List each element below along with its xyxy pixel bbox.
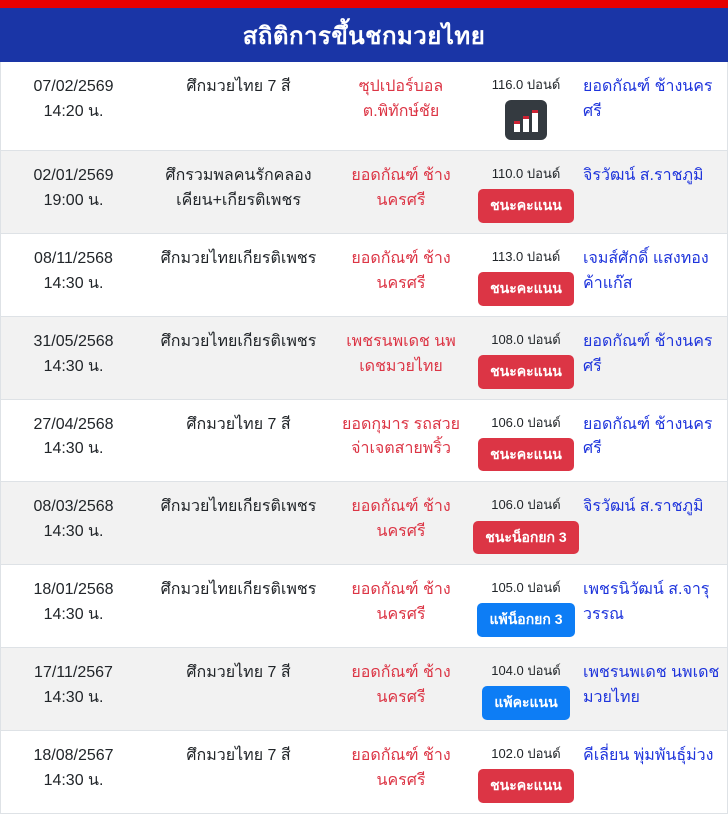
weight-text: 106.0 ปอนด์ [491,497,561,513]
fight-time: 14:30 น. [43,440,104,458]
fighter-link[interactable]: เพชรนพเดช นพเดชมวยไทย [346,332,456,375]
result-badge: ชนะน็อกยก 3 [473,521,578,555]
table-row [1,234,727,317]
fight-date: 17/11/2567 [34,664,113,682]
fighter-link[interactable]: ยอดกัณฑ์ ช้างนครศรี [351,746,451,789]
event-name: ศึกมวยไทย 7 สี [186,78,291,95]
weight-text: 106.0 ปอนด์ [491,414,561,430]
opponent-link[interactable]: ยอดกัณฑ์ ช้างนครศรี [583,415,713,458]
bar-chart-icon[interactable] [505,100,547,140]
table-row [1,731,727,814]
fight-date: 02/01/2569 [33,167,114,185]
fight-date: 18/08/2567 [33,746,114,764]
table-row [1,62,727,151]
event-name: ศึกมวยไทย 7 สี [186,664,291,682]
event-name: ศึกมวยไทยเกียรติเพชร [160,581,317,599]
table-row [1,565,727,648]
fight-time: 14:30 น. [43,688,104,706]
fighter-link[interactable]: ยอดกัณฑ์ ช้างนครศรี [351,167,451,209]
fighter-link[interactable]: ยอดกุมาร รถสวยจ่าเจตสายพริ้ว [341,415,461,458]
page-title: สถิติการขึ้นชกมวยไทย [242,22,486,50]
fighter-link[interactable]: ยอดกัณฑ์ ช้างนครศรี [351,498,451,541]
fight-datetime [1,744,146,803]
fight-datetime [1,578,146,637]
fight-date: 31/05/2568 [33,332,114,350]
opponent-link[interactable]: คีเลี่ยน พุ่มพันธุ์ม่วง [583,746,714,764]
fighter-link[interactable]: ยอดกัณฑ์ ช้างนครศรี [351,249,451,292]
weight-text: 113.0 ปอนด์ [491,248,561,264]
fight-date: 07/02/2569 [33,78,114,95]
result-badge: ชนะคะแนน [478,355,574,389]
result-cell [471,413,581,472]
result-cell [471,164,581,223]
result-cell [471,578,581,637]
result-cell [471,661,581,720]
fight-datetime [1,247,146,306]
fight-time: 14:30 น. [43,606,104,624]
fight-time: 14:30 น. [43,771,104,789]
result-cell [471,247,581,306]
opponent-link[interactable]: ยอดกัณฑ์ ช้างนครศรี [583,78,713,120]
result-badge: ชนะคะแนน [478,189,574,223]
event-name: ศึกมวยไทยเกียรติเพชร [160,249,317,267]
event-name: ศึกมวยไทย 7 สี [186,415,291,433]
fight-time: 14:20 น. [43,102,104,120]
opponent-link[interactable]: จิรวัฒน์ ส.ราชภูมิ [583,167,704,185]
opponent-link[interactable]: เพชรนิวัฒน์ ส.จารุวรรณ [583,581,710,624]
result-badge: ชนะคะแนน [478,769,574,803]
opponent-link[interactable]: จิรวัฒน์ ส.ราชภูมิ [583,498,704,516]
result-badge: ชนะคะแนน [478,438,574,472]
weight-text: 105.0 ปอนด์ [491,580,561,596]
result-badge: แพ้คะแนน [482,686,569,720]
table-row [1,151,727,234]
weight-text: 104.0 ปอนด์ [491,663,561,679]
table-row [1,648,727,731]
fighter-link[interactable]: ยอดกัณฑ์ ช้างนครศรี [351,664,451,706]
table-row [1,400,727,483]
table-row [1,482,727,565]
opponent-link[interactable]: เพชรนพเดช นพเดชมวยไทย [583,664,720,706]
fight-datetime [1,164,146,223]
page-header [0,8,728,62]
fight-time: 14:30 น. [43,357,104,375]
result-cell [471,330,581,389]
result-cell [471,744,581,803]
fight-stats-table [0,62,728,814]
fight-datetime [1,330,146,389]
fight-date: 18/01/2568 [33,581,114,599]
top-accent-stripe [0,0,728,8]
fight-datetime [1,75,146,140]
fight-datetime [1,413,146,472]
opponent-link[interactable]: ยอดกัณฑ์ ช้างนครศรี [583,332,713,375]
event-name: ศึกมวยไทยเกียรติเพชร [160,332,317,350]
fight-date: 27/04/2568 [33,415,114,433]
fight-datetime [1,495,146,554]
result-badge: แพ้น็อกยก 3 [477,603,574,637]
fight-time: 14:30 น. [43,274,104,292]
fight-datetime [1,661,146,720]
weight-text: 116.0 ปอนด์ [491,77,561,92]
result-cell [471,495,581,554]
result-cell [471,75,581,140]
fighter-link[interactable]: ยอดกัณฑ์ ช้างนครศรี [351,581,451,624]
opponent-link[interactable]: เจมส์ศักดิ์ แสงทองค้าแก๊ส [583,249,709,292]
event-name: ศึกมวยไทย 7 สี [186,746,291,764]
fight-time: 14:30 น. [43,523,104,541]
result-badge: ชนะคะแนน [478,272,574,306]
event-name: ศึกมวยไทยเกียรติเพชร [160,498,317,516]
weight-text: 102.0 ปอนด์ [491,745,561,761]
event-name: ศึกรวมพลคนรักคลองเคียน+เกียรติเพชร [165,167,312,209]
table-row [1,317,727,400]
fight-date: 08/11/2568 [34,249,113,267]
weight-text: 108.0 ปอนด์ [491,331,561,347]
fight-date: 08/03/2568 [33,498,114,516]
fighter-link[interactable]: ซุปเปอร์บอล ต.พิทักษ์ชัย [358,78,444,120]
fight-time: 19:00 น. [43,191,104,209]
weight-text: 110.0 ปอนด์ [491,166,561,182]
